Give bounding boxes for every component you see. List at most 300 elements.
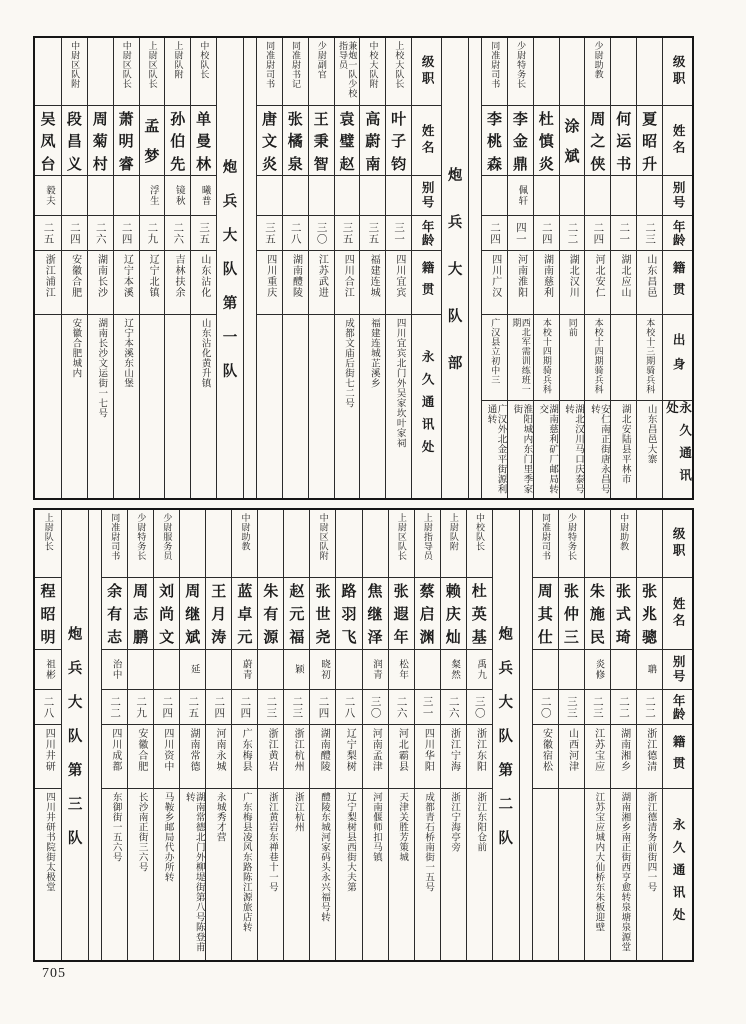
person-rank: 中尉区队长 <box>121 41 132 89</box>
name-char: 飞 <box>341 630 357 646</box>
header-label-alias: 别号 <box>420 181 435 210</box>
person-name <box>564 578 579 649</box>
name-char: 杜 <box>471 584 487 600</box>
name-char: 余 <box>107 584 123 600</box>
person-rank: 同准尉司书 <box>541 513 551 561</box>
cell-rank <box>611 38 636 106</box>
person-age: 二三 <box>644 221 656 245</box>
cell-address <box>441 789 466 960</box>
person-alias: 蔚青 <box>240 659 251 680</box>
person-address: 四川井研书院街太极堂 <box>44 792 55 892</box>
person-rank: 同准尉司书 <box>110 513 121 561</box>
person-address: 辽宁本溪东山堡 <box>122 318 133 388</box>
person-rank: 中校大队附 <box>368 41 379 89</box>
cell-address <box>62 315 87 498</box>
cell-age <box>258 690 283 725</box>
name-char: 慎 <box>538 134 554 150</box>
cell-native <box>534 251 559 315</box>
name-char: 昭 <box>40 607 56 623</box>
name-char: 文 <box>261 134 277 150</box>
cell-native <box>310 725 335 789</box>
name-char: 继 <box>185 607 201 623</box>
person-native: 湖南湘乡 <box>618 728 630 772</box>
cell-age <box>533 690 558 725</box>
header-label-age: 年龄 <box>671 219 686 247</box>
name-char: 涛 <box>211 630 227 646</box>
cell-age <box>415 690 440 725</box>
cell-address <box>206 789 231 960</box>
name-char: 其 <box>537 607 553 623</box>
cell-native <box>559 725 584 789</box>
person-native: 浙江杭州 <box>292 728 304 772</box>
cell-address <box>102 789 127 960</box>
cell-rank <box>140 38 165 106</box>
name-char: 金 <box>512 134 528 150</box>
name-char: 朱 <box>263 584 279 600</box>
name-char: 仕 <box>537 630 553 646</box>
person-native: 四川宜宾 <box>393 254 405 298</box>
cell-native <box>637 725 662 789</box>
header-label-name: 姓名 <box>671 124 686 157</box>
name-char: 秉 <box>313 134 329 150</box>
cell-native <box>611 251 636 315</box>
person-column <box>257 510 283 960</box>
person-column <box>308 38 334 498</box>
person-name <box>642 578 657 649</box>
person-origin: 同前 <box>567 318 578 337</box>
cell-age <box>35 216 61 251</box>
cell-rank <box>165 38 190 106</box>
person-column <box>507 38 533 498</box>
person-column <box>466 510 492 960</box>
person-native: 安徽宿松 <box>540 728 552 772</box>
header-column <box>662 510 692 960</box>
person-age: 三五 <box>198 221 210 245</box>
name-char: 张 <box>287 111 303 128</box>
section-label-column <box>441 38 468 498</box>
cell-address <box>389 789 414 960</box>
person-name <box>616 578 631 649</box>
cell-rank <box>508 38 533 106</box>
cell-native <box>389 725 414 789</box>
person-age: 二八 <box>343 695 355 719</box>
person-name <box>446 578 461 649</box>
person-column <box>282 38 308 498</box>
person-age: 三三 <box>565 695 577 719</box>
cell-address <box>467 789 492 960</box>
cell-alias <box>415 650 440 690</box>
person-native: 湖南醴陵 <box>290 254 302 298</box>
cell-address <box>140 315 165 498</box>
header-label-name: 姓名 <box>671 597 686 630</box>
section-label-char: 队 <box>67 830 83 847</box>
cell-rank <box>309 38 334 106</box>
person-column <box>440 510 466 960</box>
person-origin: 本校十三期骑兵科 <box>645 318 656 394</box>
person-address: 马鞍乡邮局代办所转 <box>162 792 173 882</box>
cell-rank <box>284 510 309 578</box>
person-name <box>159 578 174 649</box>
cell-address <box>533 789 558 960</box>
cell-age <box>585 216 610 251</box>
cell-age <box>611 690 636 725</box>
cell-rank <box>637 510 662 578</box>
person-name <box>289 578 304 649</box>
cell-age <box>35 690 61 725</box>
cell-age <box>310 690 335 725</box>
cell-name <box>560 106 585 176</box>
section-label <box>442 38 468 498</box>
person-name <box>538 578 553 649</box>
name-char: 梦 <box>144 149 160 165</box>
person-age: 三〇 <box>315 221 327 245</box>
person-age: 三五 <box>263 221 275 245</box>
cell-alias <box>284 650 309 690</box>
cell-name <box>482 106 507 176</box>
header-label-native: 籍贯 <box>420 261 435 304</box>
person-alias: 润青 <box>371 659 382 680</box>
cell-native <box>467 725 492 789</box>
name-char: 南 <box>365 156 381 173</box>
name-char: 羽 <box>341 607 357 623</box>
name-char: 元 <box>289 607 305 623</box>
cell-rank <box>88 38 113 106</box>
person-native: 四川井研 <box>43 728 55 772</box>
cell-name <box>88 106 113 176</box>
person-column <box>205 510 231 960</box>
person-column <box>231 510 257 960</box>
name-char: 志 <box>107 630 123 646</box>
name-char: 周 <box>133 584 149 600</box>
cell-address <box>309 315 334 498</box>
person-native: 广东梅县 <box>240 728 252 772</box>
person-age: 二四 <box>489 221 501 245</box>
cell-name <box>62 106 87 176</box>
person-column <box>35 510 61 960</box>
cell-address <box>154 789 179 960</box>
cell-age <box>441 690 466 725</box>
cell-rank <box>585 38 610 106</box>
cell-age <box>360 216 385 251</box>
person-age: 二六 <box>94 221 106 245</box>
person-address: 安徽合肥城内 <box>70 318 81 378</box>
name-char: 智 <box>313 156 329 173</box>
cell-name <box>360 106 385 176</box>
person-age: 二八 <box>289 221 301 245</box>
spacer-column <box>519 510 532 960</box>
name-char: 斌 <box>185 630 201 646</box>
cell-alias <box>257 176 282 216</box>
cell-age <box>114 216 139 251</box>
cell-origin <box>482 315 507 401</box>
person-name <box>565 106 580 175</box>
person-age: 二四 <box>68 221 80 245</box>
name-char: 昭 <box>642 134 658 150</box>
cell-alias <box>154 650 179 690</box>
cell-native <box>309 251 334 315</box>
person-column <box>388 510 414 960</box>
cell-address <box>585 789 610 960</box>
name-char: 琦 <box>615 630 631 646</box>
cell-rank <box>415 510 440 578</box>
name-char: 仲 <box>563 607 579 623</box>
person-native: 河北安仁 <box>593 254 605 298</box>
person-origin: 本校十四期骑兵科 <box>593 318 604 394</box>
cell-age <box>88 216 113 251</box>
cell-native <box>560 251 585 315</box>
name-char: 灿 <box>445 630 461 646</box>
cell-alias <box>206 650 231 690</box>
name-char: 张 <box>563 584 579 600</box>
name-char: 袁 <box>339 111 355 128</box>
name-char: 福 <box>289 630 305 646</box>
cell-name <box>154 578 179 650</box>
person-age: 二六 <box>447 695 459 719</box>
person-age: 二四 <box>161 695 173 719</box>
header-label-address: 永久通讯处 <box>664 401 692 491</box>
section-label-char: 二 <box>498 796 514 813</box>
header-label-rank: 级职 <box>671 527 686 560</box>
person-address: 湖南慈利矿厂邮局转交 <box>537 404 558 494</box>
cell-origin <box>611 315 636 401</box>
person-alias: 晓初 <box>318 659 329 680</box>
name-char: 赵 <box>339 156 355 173</box>
person-rank: 少尉助教 <box>593 41 604 79</box>
header-cell-rank <box>663 38 692 106</box>
cell-rank <box>559 510 584 578</box>
cell-address <box>559 789 584 960</box>
section-label-char: 炮 <box>222 159 238 176</box>
person-address: 成都文庙后街七二号 <box>342 318 353 408</box>
section-label-char: 第 <box>498 762 514 779</box>
person-column <box>584 38 610 498</box>
header-cell-alias <box>663 650 692 690</box>
header-cell-origin <box>663 315 692 401</box>
section-label-char: 大 <box>67 694 83 711</box>
cell-rank <box>232 510 257 578</box>
name-char: 子 <box>391 134 407 150</box>
header-cell-native <box>663 725 692 789</box>
name-char: 路 <box>341 584 357 600</box>
name-char: 璧 <box>339 134 355 150</box>
name-char: 庆 <box>445 607 461 623</box>
name-char: 年 <box>393 630 409 646</box>
name-char: 侠 <box>590 156 606 173</box>
cell-age <box>611 216 636 251</box>
header-cell-alias <box>412 176 441 216</box>
name-char: 兆 <box>641 607 657 623</box>
cell-rank <box>206 510 231 578</box>
person-address: 湖南湘乡南正街西亨愈转泉塘泉源堂 <box>619 792 630 952</box>
header-cell-name <box>663 106 692 176</box>
cell-rank <box>128 510 153 578</box>
name-char: 单 <box>196 111 212 128</box>
person-address: 浙江东阳仓前 <box>475 792 486 852</box>
name-char: 尧 <box>315 630 331 646</box>
person-address: 浙江黄岩东禅巷十一号 <box>266 792 277 892</box>
header-cell-rank <box>663 510 692 578</box>
cell-name <box>441 578 466 650</box>
section-label <box>493 510 519 960</box>
cell-alias <box>360 176 385 216</box>
name-char: 式 <box>615 607 631 623</box>
name-char: 叶 <box>391 111 407 128</box>
header-label-alias: 别号 <box>671 655 686 684</box>
person-address: 广汉外北金平街源利通转 <box>485 404 506 494</box>
person-age: 二三 <box>291 695 303 719</box>
person-column <box>359 38 385 498</box>
cell-origin <box>585 315 610 401</box>
person-address: 成都青石桥南街一五号 <box>423 792 434 892</box>
cell-address <box>335 315 360 498</box>
cell-alias <box>559 650 584 690</box>
person-column <box>481 38 507 498</box>
name-char: 涂 <box>564 119 580 135</box>
cell-alias <box>180 650 205 690</box>
name-char: 文 <box>159 630 175 646</box>
cell-name <box>35 106 61 176</box>
cell-rank <box>191 38 216 106</box>
person-column <box>190 38 216 498</box>
cell-age <box>283 216 308 251</box>
person-column <box>164 38 190 498</box>
name-char: 书 <box>616 156 632 173</box>
name-char: 曼 <box>196 134 212 150</box>
person-name <box>539 106 554 175</box>
section-label-column <box>61 510 88 960</box>
cell-origin <box>637 315 662 401</box>
header-label-address: 永久通讯处 <box>420 350 435 463</box>
person-name <box>133 578 148 649</box>
name-char: 段 <box>66 111 82 128</box>
person-native: 浙江德清 <box>644 728 656 772</box>
person-native: 湖北应山 <box>618 254 630 298</box>
person-column <box>335 510 361 960</box>
spacer-column <box>243 38 256 498</box>
person-alias: 松年 <box>397 659 408 680</box>
name-char: 萧 <box>118 111 134 128</box>
cell-native <box>585 251 610 315</box>
cell-native <box>140 251 165 315</box>
cell-rank <box>335 38 360 106</box>
person-address: 广东梅县凌风东路陈江源旅店转 <box>240 792 251 932</box>
cell-native <box>88 251 113 315</box>
person-age: 二四 <box>540 221 552 245</box>
person-origin: 广汉县立初中三 <box>490 318 501 385</box>
cell-name <box>508 106 533 176</box>
person-address: 四川宜宾北门外吴家坎叶家祠 <box>394 318 405 448</box>
cell-alias <box>140 176 165 216</box>
cell-name <box>114 106 139 176</box>
cell-rank <box>102 510 127 578</box>
cell-native <box>360 251 385 315</box>
person-rank: 兼炮一队少校指导员 <box>337 41 358 98</box>
cell-native <box>35 251 61 315</box>
header-cell-age <box>412 216 441 251</box>
name-char: 桃 <box>487 134 503 150</box>
section-label-char: 大 <box>498 694 514 711</box>
person-rank: 少尉特务长 <box>136 513 147 561</box>
name-char: 鼎 <box>512 156 528 173</box>
cell-age <box>284 690 309 725</box>
name-char: 蔡 <box>419 584 435 600</box>
section-label-char: 队 <box>222 363 238 380</box>
person-rank: 上尉区队长 <box>396 513 407 561</box>
header-label-age: 年龄 <box>420 219 435 247</box>
header-cell-address <box>663 789 692 960</box>
person-native: 安徽合肥 <box>135 728 147 772</box>
person-age: 二九 <box>135 695 147 719</box>
person-alias: 炎修 <box>593 659 604 680</box>
name-char: 张 <box>393 584 409 600</box>
name-char: 源 <box>263 630 279 646</box>
person-native: 湖北汉川 <box>567 254 579 298</box>
spacer-column <box>468 38 481 498</box>
cell-rank <box>585 510 610 578</box>
cell-native <box>35 725 61 789</box>
cell-address <box>258 789 283 960</box>
cell-native <box>102 725 127 789</box>
section-label-char: 队 <box>447 308 463 325</box>
person-alias: 禹九 <box>475 659 486 680</box>
person-name <box>211 578 226 649</box>
name-char: 森 <box>487 156 503 173</box>
cell-age <box>386 216 411 251</box>
cell-alias <box>441 650 466 690</box>
person-age: 三一 <box>393 221 405 245</box>
cell-address <box>310 789 335 960</box>
header-label-address: 永久通讯处 <box>671 818 686 931</box>
person-native: 浙江东阳 <box>474 728 486 772</box>
name-char: 台 <box>40 156 56 173</box>
person-native: 浙江浦江 <box>43 254 55 298</box>
cell-age <box>335 216 360 251</box>
section-label-char: 兵 <box>498 660 514 677</box>
person-rank: 中尉助教 <box>240 513 251 551</box>
page-number: 705 <box>42 966 66 981</box>
header-cell-rank <box>412 38 441 106</box>
person-name <box>119 106 134 175</box>
header-cell-name <box>663 578 692 650</box>
cell-native <box>206 725 231 789</box>
person-alias: 颖 <box>292 664 303 675</box>
cell-age <box>140 216 165 251</box>
name-char: 吴 <box>40 111 56 128</box>
name-char: 志 <box>133 607 149 623</box>
cell-native <box>336 725 361 789</box>
section-label-char: 兵 <box>67 660 83 677</box>
person-column <box>610 510 636 960</box>
roster-table-top <box>33 36 694 500</box>
cell-address <box>386 315 411 498</box>
cell-name <box>611 106 636 176</box>
cell-rank <box>35 510 61 578</box>
cell-name <box>335 106 360 176</box>
cell-name <box>310 578 335 650</box>
person-age: 二四 <box>317 695 329 719</box>
person-name <box>368 578 383 649</box>
cell-age <box>206 690 231 725</box>
person-alias: 浮生 <box>147 185 158 206</box>
person-rank: 上尉指导员 <box>422 513 433 561</box>
name-char: 民 <box>589 630 605 646</box>
person-age: 二〇 <box>539 695 551 719</box>
cell-age <box>336 690 361 725</box>
section-label-char: 第 <box>67 762 83 779</box>
person-alias: 镜秋 <box>173 185 184 206</box>
cell-native <box>386 251 411 315</box>
person-name <box>420 578 435 649</box>
